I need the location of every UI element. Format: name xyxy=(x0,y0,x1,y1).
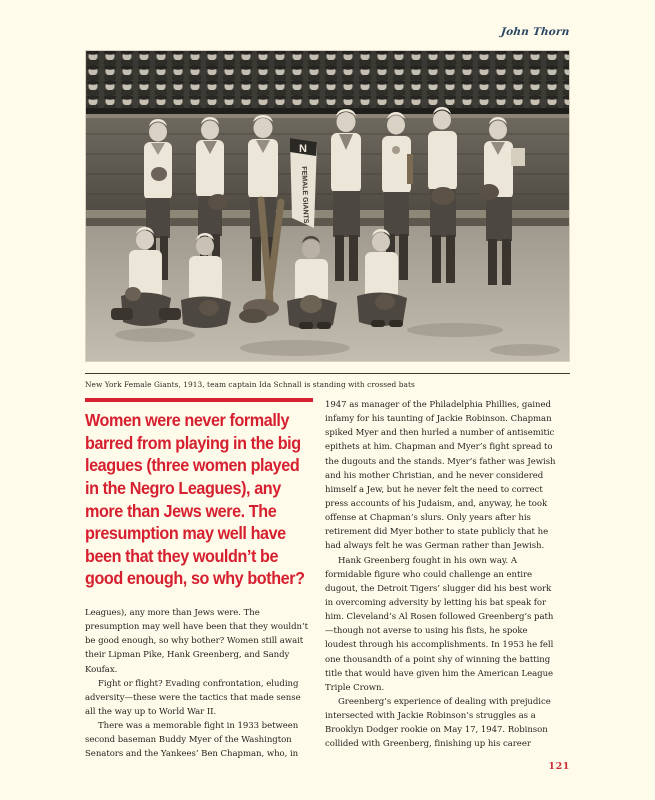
body-columns xyxy=(85,398,570,760)
svg-text:N: N xyxy=(299,143,307,155)
pullquote: Women were never formally barred from playing in the big leagues (three women played in the Negro Leagues), any more than Jews were. The presumption may well have been that they wouldn’t be good enough, so why bother? xyxy=(85,410,305,589)
left-column-text xyxy=(85,606,313,762)
left-column xyxy=(85,398,313,762)
right-column-text xyxy=(325,398,558,752)
paragraph: Leagues), any more than Jews were. The presumption may well have been that they wouldn’t be good enough, so why bother? Women still await their Lipman Pike, Hank Greenberg, and Sandy Koufax. xyxy=(85,608,309,675)
right-column xyxy=(325,398,558,752)
pullquote-rule xyxy=(85,398,313,402)
paragraph: Fight or flight? Evading confrontation, eluding adversity—these were the tactics that made sense all the way up to World War II. xyxy=(85,678,301,717)
paragraph: Greenberg’s experience of dealing with prejudice intersected with Jackie Robinson’s struggles as a Brooklyn Dodger rookie on May 17, 1947. Robinson collided with Greenberg, finishing up his career xyxy=(325,696,551,750)
paragraph: There was a memorable fight in 1933 between second baseman Buddy Myer of the Washington Senators and the Yankees’ Ben Chapman, who, in xyxy=(85,721,299,760)
figure-caption: New York Female Giants, 1913, team captain Ida Schnall is standing with crossed bats xyxy=(85,380,415,389)
running-head: John Thorn xyxy=(500,26,571,38)
team-photograph xyxy=(85,50,570,362)
caption-rule xyxy=(85,373,570,374)
paragraph: Hank Greenberg fought in his own way. A formidable figure who could challenge an entire dugout, the Detroit Tigers’ slugger did his best work in overcoming adversity by letting his bat speak for him. Cleveland’s Al Rosen followed Greenberg’s path—though not averse to using his fists, he spoke loudest through his accomplishments. In 1953 he fell one thousandth of a point shy of winning the batting title that would have given him the American League Triple Crown. xyxy=(325,555,554,693)
paragraph: 1947 as manager of the Philadelphia Phillies, gained infamy for his taunting of Jackie Robinson. Chapman spiked Myer and then hurled a number of antisemitic epithets at him. Chapman and Myer’s fight spread to the dugouts and the stands. Myer’s father was Jewish and his mother Christian, and he never considered himself a Jew, but he never felt the need to correct press accounts of his Judaism, and, anyway, he took offense at Chapman’s slurs. Only years after his retirement did Myer bother to state publicly that he had always felt he was German rather than Jewish. xyxy=(325,400,556,552)
figure xyxy=(85,50,570,390)
svg-text:FEMALE GIANTS: FEMALE GIANTS xyxy=(300,166,309,224)
page-number: 121 xyxy=(548,761,570,772)
